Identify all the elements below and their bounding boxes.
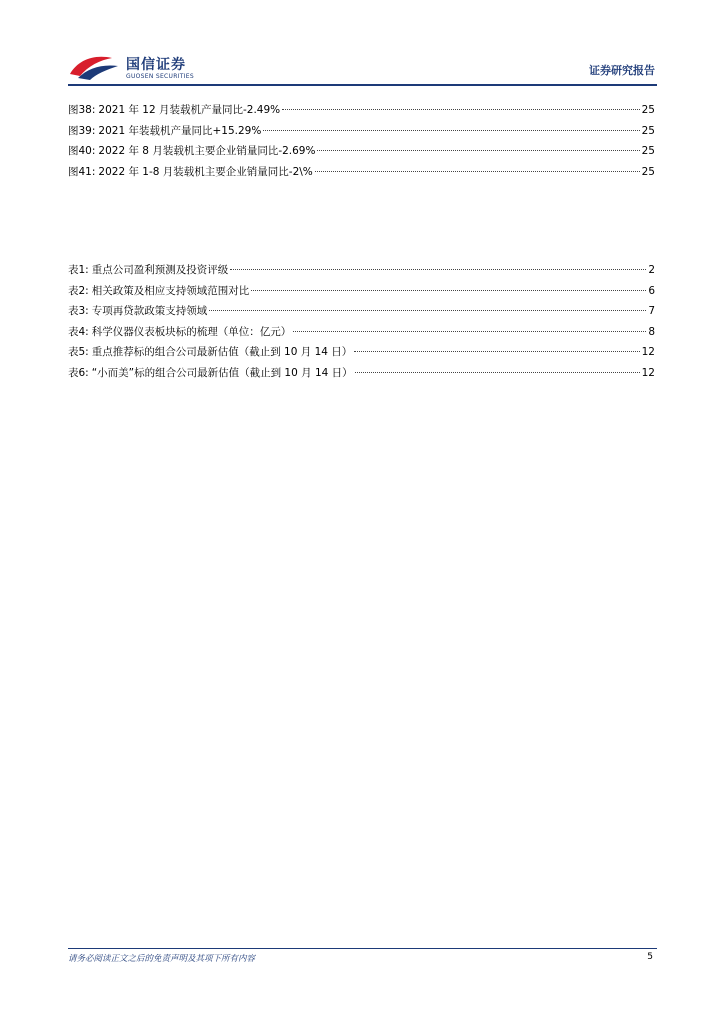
table-entry[interactable] bbox=[68, 283, 655, 304]
table-title: 重点推荐标的组合公司最新估值（截止到 10 月 14 日） bbox=[91, 346, 353, 358]
dot-leader bbox=[315, 171, 640, 172]
table-title: 相关政策及相应支持领域范围对比 bbox=[91, 284, 250, 297]
figure-title: 2021 年 12 月装载机产量同比-2.49% bbox=[98, 104, 281, 116]
figure-entry[interactable] bbox=[68, 123, 655, 144]
table-entry[interactable] bbox=[68, 365, 655, 386]
dot-leader bbox=[282, 109, 639, 110]
page-header bbox=[68, 48, 657, 86]
figure-title: 2021 年装载机产量同比+15.29% bbox=[98, 124, 262, 137]
figure-label: 图41: bbox=[68, 165, 96, 178]
dot-leader bbox=[251, 290, 646, 291]
table-page-number: 2 bbox=[648, 264, 655, 276]
dot-leader bbox=[209, 310, 646, 311]
table-page-number: 8 bbox=[648, 325, 655, 338]
figure-page-number: 25 bbox=[641, 124, 655, 137]
table-page-number: 7 bbox=[648, 305, 655, 317]
table-title: 专项再贷款政策支持领域 bbox=[91, 305, 208, 317]
dot-leader bbox=[355, 372, 640, 373]
table-label: 表1: bbox=[68, 264, 89, 276]
figure-page-number: 25 bbox=[641, 165, 655, 178]
logo-english-name: GUOSEN SECURITIES bbox=[126, 73, 195, 80]
table-entry[interactable] bbox=[68, 262, 655, 283]
figure-page-number: 25 bbox=[641, 104, 655, 116]
dot-leader bbox=[230, 269, 646, 270]
dot-leader bbox=[354, 351, 639, 352]
guosen-logo bbox=[68, 52, 208, 84]
figure-label: 图38: bbox=[68, 104, 96, 116]
table-entry[interactable] bbox=[68, 324, 655, 345]
figure-list bbox=[68, 102, 655, 184]
logo-chinese-name: 国信证券 bbox=[126, 57, 186, 73]
dot-leader bbox=[317, 150, 639, 151]
table-label: 表6: bbox=[68, 366, 89, 379]
table-page-number: 6 bbox=[648, 284, 655, 297]
table-title: “小而美”标的组合公司最新估值（截止到 10 月 14 日） bbox=[91, 366, 353, 379]
table-list bbox=[68, 262, 655, 385]
table-page-number: 12 bbox=[641, 366, 655, 379]
table-label: 表4: bbox=[68, 325, 89, 338]
figure-title: 2022 年 8 月装载机主要企业销量同比-2.69% bbox=[98, 145, 316, 157]
table-title: 科学仪器仪表板块标的梳理（单位：亿元） bbox=[91, 325, 292, 338]
dot-leader bbox=[293, 331, 646, 332]
figure-page-number: 25 bbox=[641, 145, 655, 157]
dot-leader bbox=[263, 130, 639, 131]
table-entry[interactable] bbox=[68, 303, 655, 324]
page-number: 5 bbox=[647, 952, 653, 962]
guosen-logo-mark-icon bbox=[68, 52, 120, 82]
table-label: 表2: bbox=[68, 284, 89, 297]
table-label: 表3: bbox=[68, 305, 89, 317]
disclaimer-note: 请务必阅读正文之后的免责声明及其项下所有内容 bbox=[68, 954, 256, 964]
figure-label: 图40: bbox=[68, 145, 96, 157]
figure-entry[interactable] bbox=[68, 102, 655, 123]
table-label: 表5: bbox=[68, 346, 89, 358]
table-page-number: 12 bbox=[641, 346, 655, 358]
table-title: 重点公司盈利预测及投资评级 bbox=[91, 264, 229, 276]
table-entry[interactable] bbox=[68, 344, 655, 365]
report-type-label: 证券研究报告 bbox=[589, 64, 655, 77]
figure-title: 2022 年 1-8 月装载机主要企业销量同比-2\% bbox=[98, 165, 313, 178]
figure-entry[interactable] bbox=[68, 164, 655, 185]
page-footer bbox=[68, 948, 657, 964]
figure-entry[interactable] bbox=[68, 143, 655, 164]
figure-label: 图39: bbox=[68, 124, 96, 137]
header-divider bbox=[68, 84, 657, 86]
footer-divider bbox=[68, 948, 657, 949]
